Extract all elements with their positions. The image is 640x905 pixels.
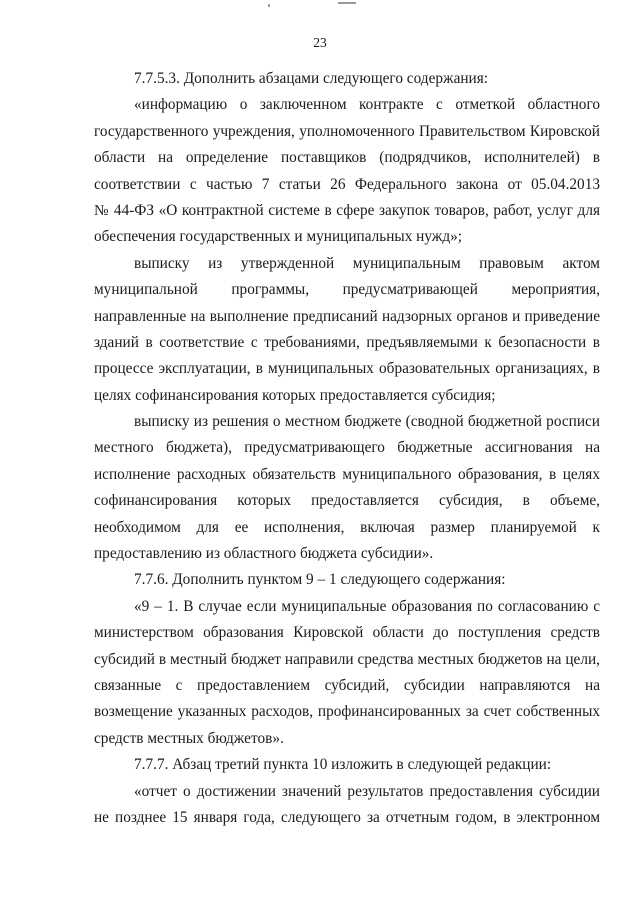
text-line: области на определение поставщиков (подрядчиков, исполнителей) в — [94, 149, 600, 167]
paragraph — [94, 752, 600, 778]
text-line: 7.7.6. Дополнить пунктом 9 – 1 следующего содержания: — [134, 571, 506, 589]
paragraph — [94, 594, 600, 752]
text-line: муниципальной программы, предусматривающей мероприятия, — [94, 281, 600, 299]
text-line: государственного учреждения, уполномоченного Правительством Кировской — [94, 122, 600, 140]
paragraph — [94, 92, 600, 250]
text-line: необходимом для ее исполнения, включая размер планируемой к — [94, 518, 600, 536]
paragraph — [94, 567, 600, 593]
scan-speck — [268, 4, 270, 7]
text-line: средств местных бюджетов». — [94, 729, 284, 747]
text-line: «9 – 1. В случае если муниципальные образования по согласованию с — [134, 597, 600, 615]
text-line: предоставлению из областного бюджета субсидии». — [94, 545, 434, 563]
page-number: 23 — [313, 35, 327, 50]
text-line: связанные с предоставлением субсидий, субсидии направляются на — [94, 676, 600, 694]
text-line: № 44-ФЗ «О контрактной системе в сфере закупок товаров, работ, услуг для — [94, 201, 600, 219]
text-line: обеспечения государственных и муниципальных нужд»; — [94, 228, 463, 246]
text-line: не позднее 15 января года, следующего за отчетным годом, в электронном — [94, 808, 600, 826]
paragraph — [94, 251, 600, 409]
text-line: возмещение указанных расходов, профинансированных за счет собственных — [94, 703, 600, 721]
paragraph — [94, 409, 600, 567]
text-line: 7.7.5.3. Дополнить абзацами следующего содержания: — [134, 70, 489, 87]
scan-speck — [338, 2, 356, 4]
text-line: зданий в соответствие с требованиями, предъявляемыми к безопасности в — [94, 333, 600, 351]
text-line: направленные на выполнение предписаний надзорных органов и приведение — [94, 307, 600, 325]
text-line: местного бюджета), предусматривающего бюджетные ассигнования на — [94, 439, 600, 457]
text-line: 7.7.7. Абзац третий пункта 10 изложить в следующей редакции: — [134, 756, 552, 774]
text-line: софинансирования которых предоставляется субсидия, в объеме, — [94, 492, 600, 510]
paragraph — [94, 779, 600, 832]
text-line: субсидий в местный бюджет направили средства местных бюджетов на цели, — [94, 650, 600, 668]
text-line: министерством образования Кировской области до поступления средств — [94, 624, 600, 642]
document-body — [94, 66, 600, 831]
text-line: «информацию о заключенном контракте с отметкой областного — [134, 96, 600, 114]
text-line: выписку из решения о местном бюджете (сводной бюджетной росписи — [134, 413, 600, 431]
text-line: выписку из утвержденной муниципальным правовым актом — [134, 254, 600, 272]
text-line: исполнение расходных обязательств муниципального образования, в целях — [94, 465, 600, 483]
text-line: «отчет о достижении значений результатов предоставления субсидии — [134, 782, 600, 800]
text-line: процессе эксплуатации, в муниципальных образовательных организациях, в — [94, 360, 600, 378]
text-line: целях софинансирования которых предоставляется субсидия; — [94, 386, 496, 404]
paragraph — [94, 66, 600, 92]
text-line: соответствии с частью 7 статьи 26 Федерального закона от 05.04.2013 — [94, 175, 600, 193]
